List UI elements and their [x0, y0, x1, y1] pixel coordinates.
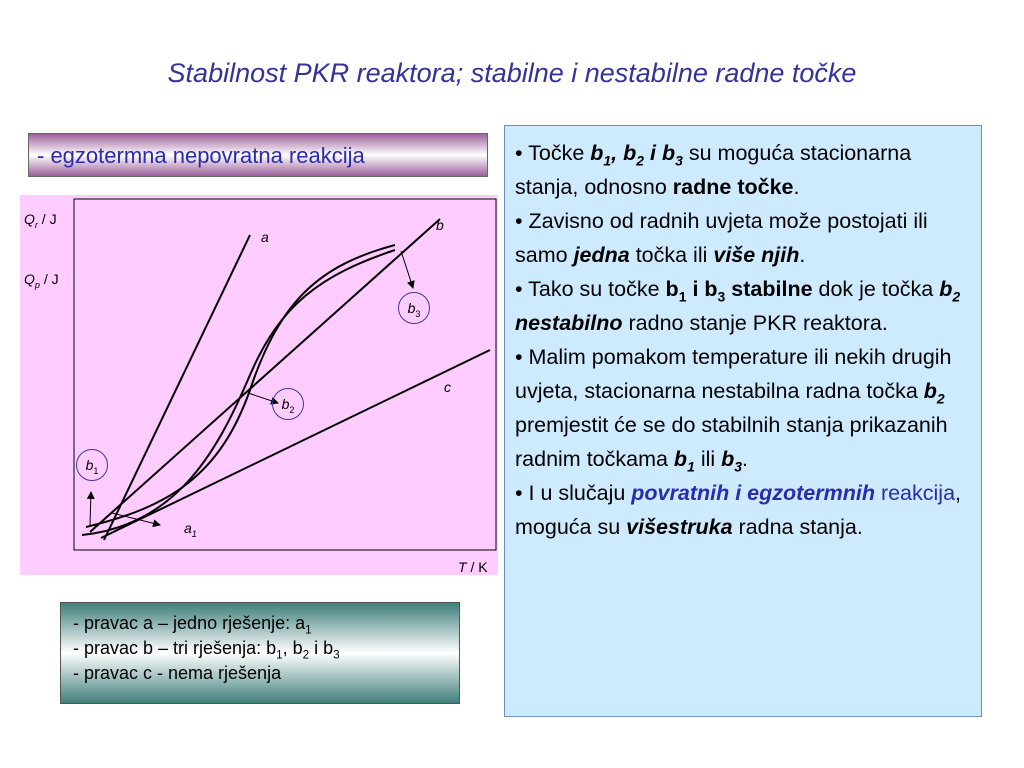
line-b-label: b [436, 217, 444, 233]
diagram-canvas [20, 195, 498, 575]
info-paragraph-count: • Zavisno od radnih uvjeta može postojati ili samo jedna točka ili više njih. [515, 209, 928, 267]
diagram [20, 195, 498, 575]
info-paragraph-reversible: • I u slučaju povratnih i egzotermnih reakcija, moguća su višestruka radna stanja. [515, 481, 962, 539]
point-a1-label: $a_1$ [184, 520, 197, 539]
legend-line-a: - pravac a – jedno rješenje: $a_1$ [73, 613, 312, 637]
info-paragraph-operating-points: • Točke $b_1$, $b_2$ i $b_3$ su moguća stacionarna stanja, odnosno radne točke. [515, 141, 912, 199]
arrow-b1 [90, 492, 91, 525]
point-b1-label: $b_1$ [76, 449, 108, 481]
slide-title: Stabilnost PKR reaktora; stabilne i nestabilne radne točke [167, 58, 857, 88]
line-c-label: c [444, 379, 451, 395]
x-axis-label: T / K [458, 559, 488, 575]
heat-generation-curve-lower [82, 250, 395, 539]
line-a-label: a [261, 229, 269, 245]
info-paragraph-perturbation: • Malim pomakom temperature ili nekih drugih uvjeta, stacionarna nestabilna radna točka $b_2$ premjestit će se do stabilnih stanja prikazanih radnim točkama $b_1$ ili $b_3$. [515, 345, 952, 475]
line-a [104, 235, 250, 540]
legend-line-b: - pravac b – tri rješenja: $b_1$, $b_2$ i $b_3$ [73, 638, 340, 662]
arrow-a1 [112, 513, 160, 525]
info-paragraph-stability: • Tako su točke $b_1$ i $b_3$ stabilne dok je točka $b_2$ nestabilno radno stanje PKR reaktora. [515, 277, 961, 335]
point-b2-label: $b_2$ [272, 388, 304, 420]
y-axis-label-qp: $Q_p$ / J [24, 271, 59, 290]
arrow-b3 [401, 251, 413, 288]
y-axis-label-qr: $Q_r$ / J [24, 211, 57, 230]
info-panel [504, 125, 982, 717]
line-c [101, 350, 490, 538]
plot-frame [74, 199, 496, 550]
legend-line-c: - pravac c - nema rješenja [73, 663, 282, 683]
heat-generation-curve-upper [86, 245, 395, 527]
point-b3-label: $b_3$ [398, 292, 430, 324]
line-legend [60, 602, 460, 704]
line-b [90, 219, 440, 532]
reaction-type-banner: - egzotermna nepovratna reakcija [28, 133, 488, 177]
